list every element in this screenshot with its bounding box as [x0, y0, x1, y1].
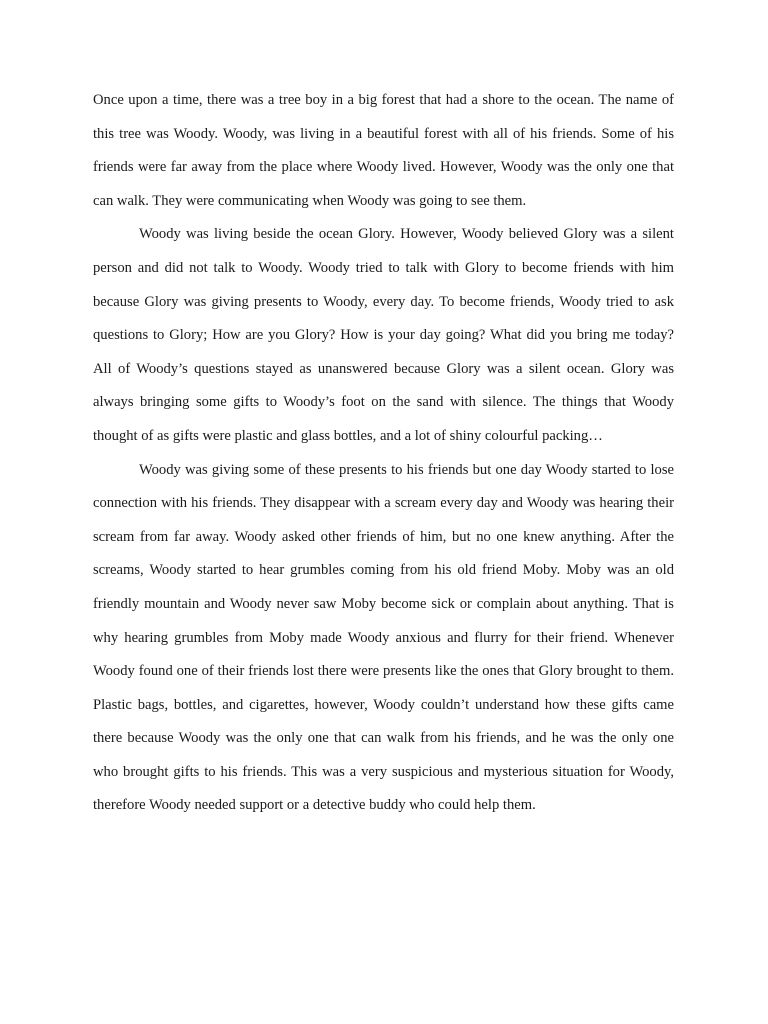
paragraph-1: Once upon a time, there was a tree boy in a big forest that had a shore to the ocean. The name of this tree was Woody. Woody, was living in a beautiful forest with all of his friends. Some of his friends were far away from the place where Woody lived. However, Woody was the only one that can walk. They were communicating when Woody was going to see them. — [93, 92, 674, 209]
paragraph-3: Woody was giving some of these presents to his friends but one day Woody started to lose connection with his friends. They disappear with a scream every day and Woody was hearing their scream from far away. Woody asked other friends of him, but no one knew anything. After the screams, Woody started to hear grumbles coming from his old friend Moby. Moby was an old friendly mountain and Woody never saw Moby become sick or complain about anything. That is why hearing grumbles from Moby made Woody anxious and flurry for their friend. Whenever Woody found one of their friends lost there were presents like the ones that Glory brought to them. Plastic bags, bottles, and cigarettes, however, Woody couldn’t understand how these gifts came there because Woody was the only one that can walk from his friends, and he was the only one who brought gifts to his friends. This was a very suspicious and mysterious situation for Woody, therefore Woody needed support or a detective buddy who could help them. — [93, 461, 674, 814]
story-text — [93, 84, 674, 823]
paragraph-2: Woody was living beside the ocean Glory. However, Woody believed Glory was a silent person and did not talk to Woody. Woody tried to talk with Glory to become friends with him because Glory was giving presents to Woody, every day. To become friends, Woody tried to ask questions to Glory; How are you Glory? How is your day going? What did you bring me today? All of Woody’s questions stayed as unanswered because Glory was a silent ocean. Glory was always bringing some gifts to Woody’s foot on the sand with silence. The things that Woody thought of as gifts were plastic and glass bottles, and a lot of shiny colourful packing… — [93, 226, 674, 444]
